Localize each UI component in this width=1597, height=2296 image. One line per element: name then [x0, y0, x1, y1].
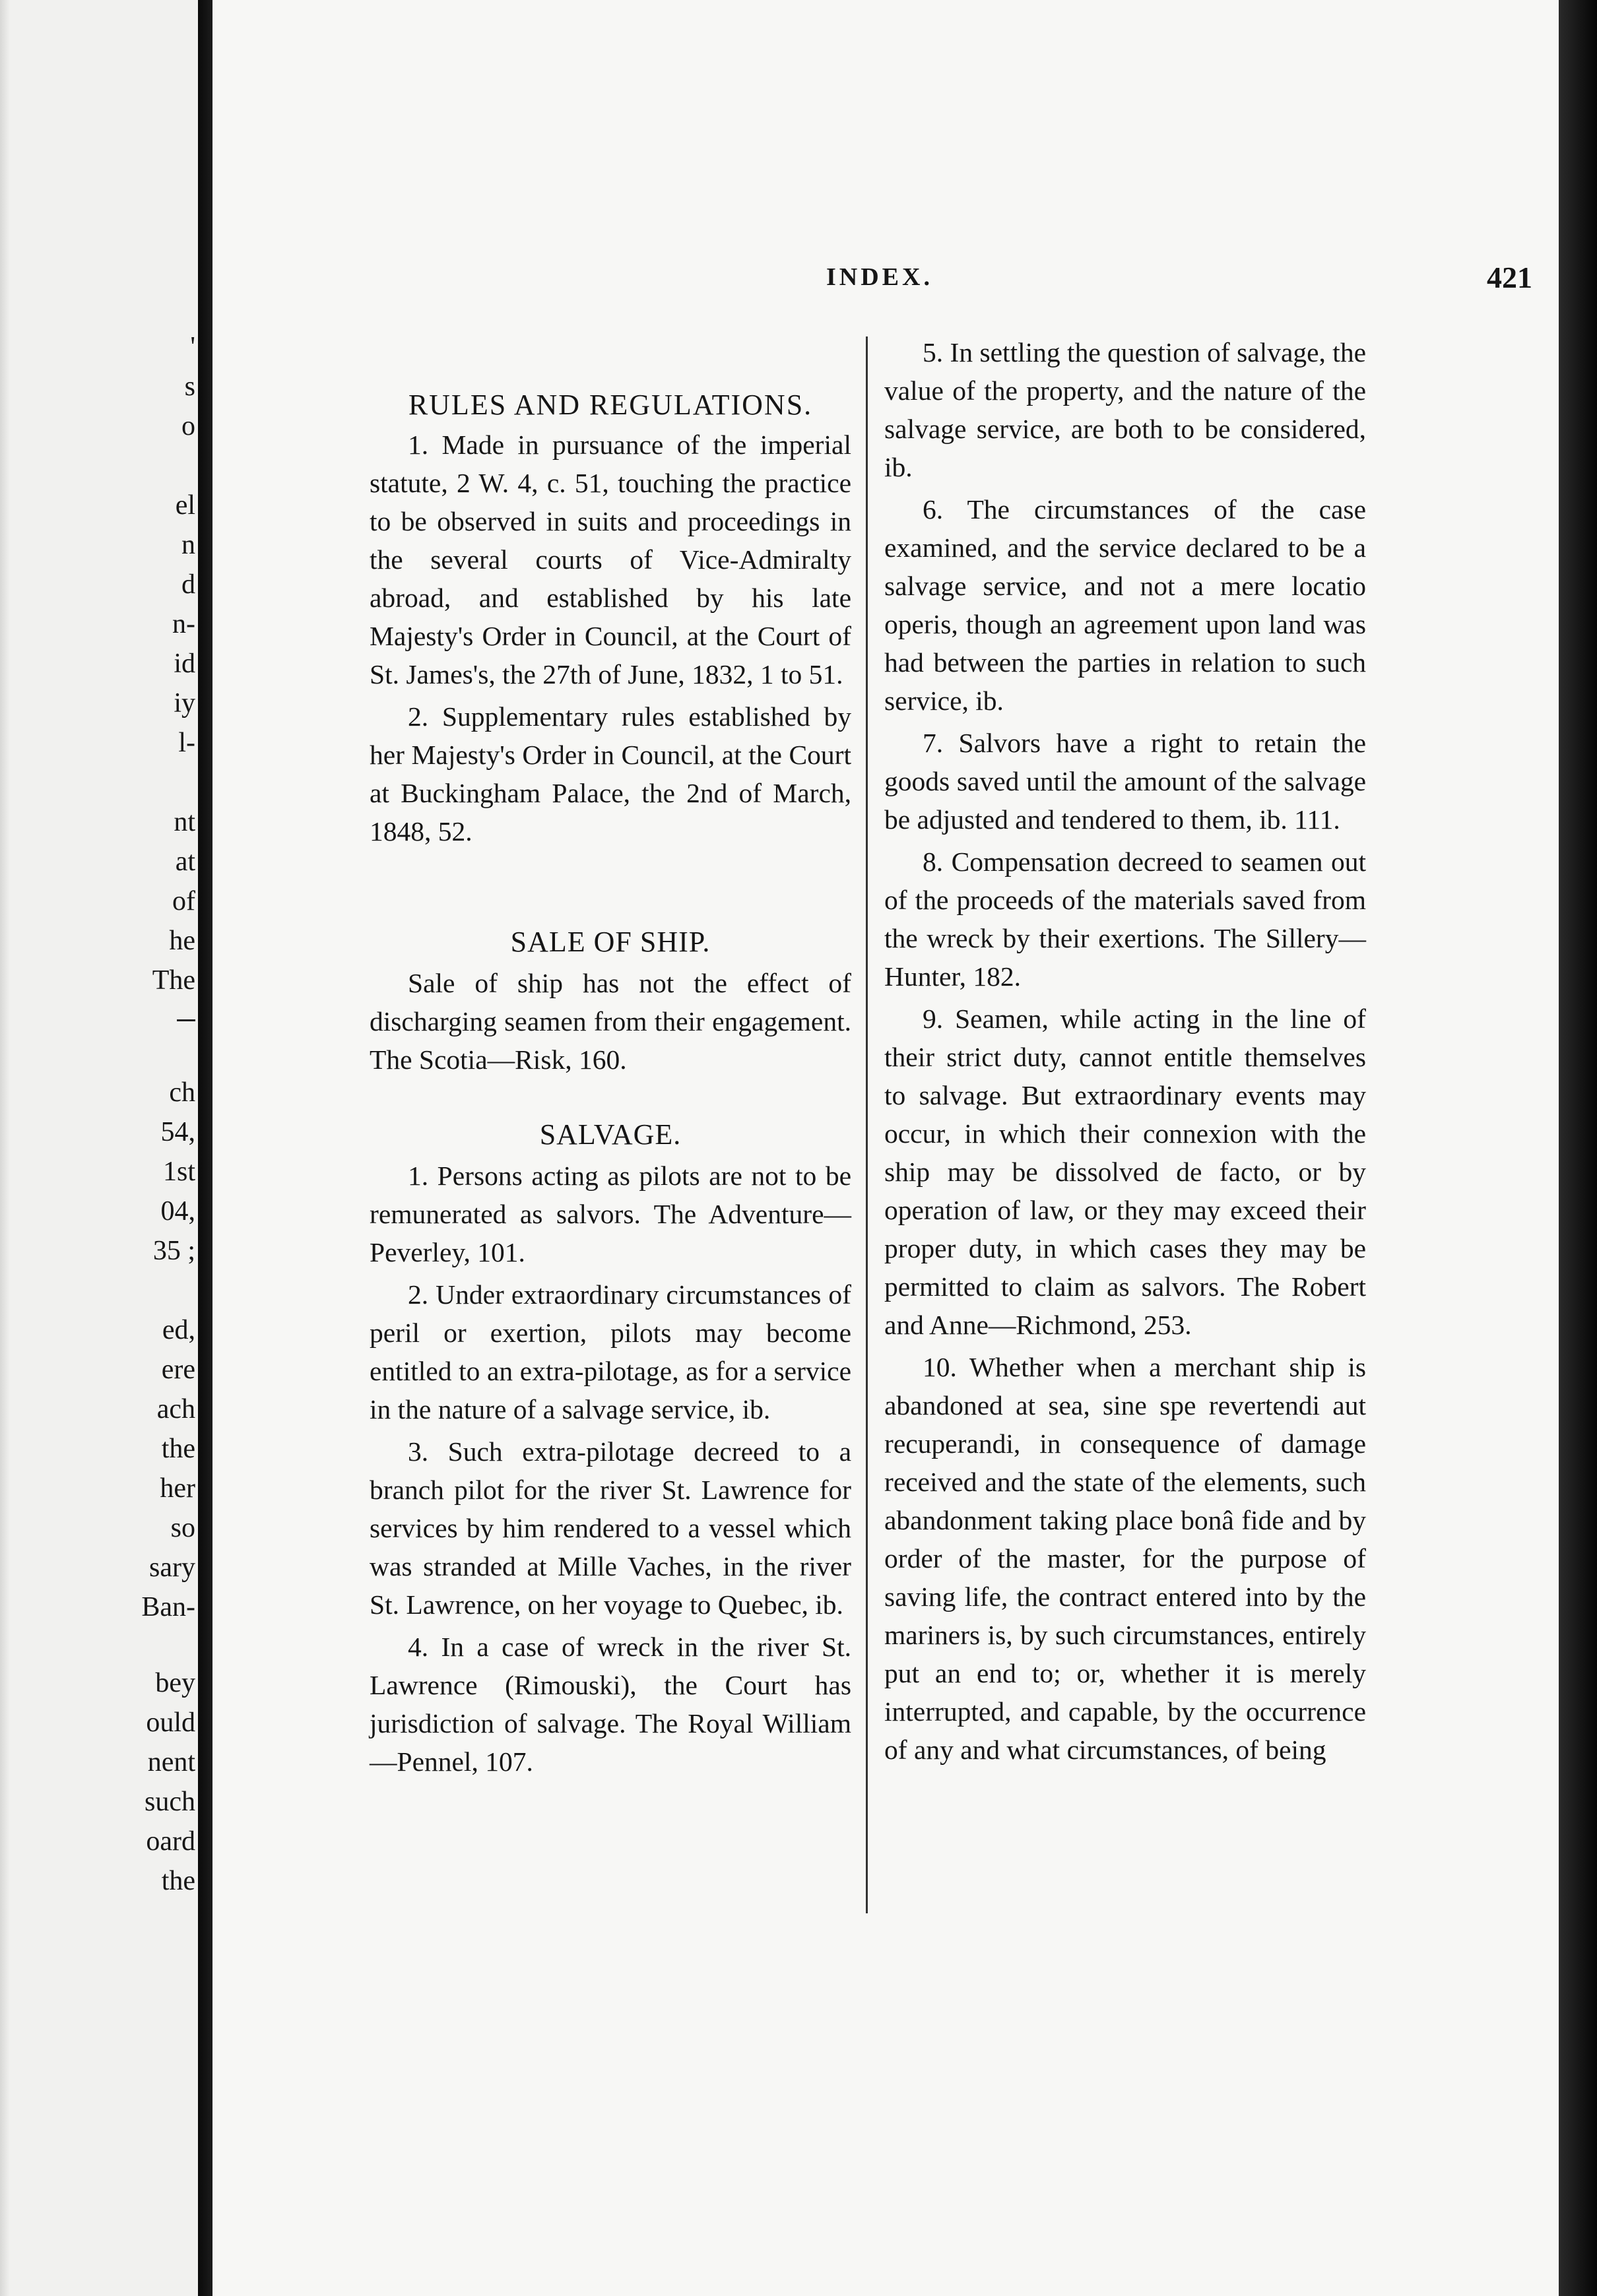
salvage-heading: SALVAGE. [539, 1118, 682, 1151]
rules-and-regulations-heading: RULES AND REGULATIONS. [408, 389, 813, 421]
left-page-fragment-text: d [181, 569, 195, 600]
page-number: 421 [1487, 261, 1532, 294]
salvage-entry-1: 1. Persons acting as pilots are not to be remunerated as salvors. The Adventure—Peverley, 101. [370, 1161, 851, 1267]
left-page-fragment-text: id [174, 649, 195, 679]
left-page-fragment-text: the [161, 1434, 195, 1464]
left-page-fragment-text: nent [147, 1747, 195, 1777]
left-page-rule [177, 1019, 195, 1021]
index-page [212, 0, 1559, 2296]
left-page-fragment-text: o [181, 411, 195, 441]
left-page-fragment [0, 0, 198, 2296]
page-edge [0, 0, 9, 2296]
salvage-entry-6: 6. The circumstances of the case examined, and the service declared to be a salvage service, and not a mere locatio operis, though an agreement upon land was had between the parties in relation to such service, ib. [884, 494, 1366, 716]
left-page-fragment-text: oard [146, 1826, 195, 1857]
salvage-entry-3: 3. Such extra-pilotage decreed to a branch pilot for the river St. Lawrence for services by him rendered to a vessel which was stranded at Mille Vaches, in the river St. Lawrence, on her voyage to Quebec, ib. [370, 1436, 851, 1620]
left-page-fragment-text: n- [172, 609, 195, 639]
left-page-fragment-text: iy [174, 688, 195, 718]
column-divider [866, 336, 868, 1913]
left-page-fragment-text: ed, [162, 1315, 195, 1345]
left-page-fragment-text: 35 ; [152, 1236, 195, 1266]
left-page-fragment-text: Ban- [141, 1592, 195, 1622]
salvage-entry-9: 9. Seamen, while acting in the line of their strict duty, cannot entitle themselves to salvage. But extraordinary events may occur, in which their connexion with the ship may be dissolved de facto, or by operation of law, or they may exceed their proper duty, in which cases they may be permitted to claim as salvors. The Robert and Anne—Richmond, 253. [884, 1004, 1366, 1340]
left-page-fragment-text: n [181, 530, 195, 560]
left-page-fragment-text: her [160, 1473, 195, 1504]
running-head-title: INDEX. [826, 263, 933, 291]
left-page-fragment-text: ach [156, 1394, 195, 1424]
left-page-fragment-text: of [172, 886, 195, 916]
rules-entry-2: 2. Supplementary rules established by her Majesty's Order in Council, at the Court at Buckingham Palace, the 2nd of March, 1848, 52. [370, 701, 851, 846]
running-head [212, 263, 1559, 302]
left-page-fragment-text: such [145, 1787, 195, 1817]
left-page-fragment-text: 04, [160, 1196, 195, 1227]
left-page-fragment-text: nt [174, 807, 195, 837]
left-column [370, 333, 851, 1785]
sale-of-ship-heading: SALE OF SHIP. [510, 926, 711, 958]
rules-entry-1: 1. Made in pursuance of the imperial statute, 2 W. 4, c. 51, touching the practice to be observed in suits and proceedings in the several courts of Vice-Admiralty abroad, and established by his late Majesty's Order in Council, at the Court of St. James's, the 27th of June, 1832, 1 to 51. [370, 430, 851, 689]
page-edge-shadow [1559, 0, 1597, 2296]
salvage-entry-5: 5. In settling the question of salvage, the value of the property, and the nature of the salvage service, are both to be considered, ib. [884, 337, 1366, 482]
salvage-entry-2: 2. Under extraordinary circumstances of peril or exertion, pilots may become entitled to an extra-pilotage, as for a service in the nature of a salvage service, ib. [370, 1279, 851, 1424]
left-page-fragment-text: sary [149, 1552, 195, 1583]
left-page-fragment-text: at [175, 846, 195, 877]
left-page-fragment-text: so [170, 1513, 195, 1543]
left-page-fragment-text: he [169, 926, 195, 956]
left-page-fragment-text: The [152, 965, 195, 996]
salvage-entry-4: 4. In a case of wreck in the river St. Lawrence (Rimouski), the Court has jurisdiction of salvage. The Royal William—Pennel, 107. [370, 1632, 851, 1777]
left-page-fragment-text: ch [169, 1077, 195, 1108]
salvage-entry-8: 8. Compensation decreed to seamen out of the proceeds of the materials saved from the wreck by their exertions. The Sillery—Hunter, 182. [884, 846, 1366, 992]
left-page-fragment-text: el [175, 490, 195, 521]
left-page-fragment-text: 1st [162, 1157, 195, 1187]
left-page-fragment-text: s [184, 371, 195, 402]
left-page-fragment-text: ' [190, 332, 195, 362]
salvage-entry-10: 10. Whether when a merchant ship is abandoned at sea, sine spe revertendi aut recuperandi, in consequence of damage received and the state of the elements, such abandonment taking place bonâ fide and by order of the master, for the purpose of saving life, the contract entered into by the mariners is, by such circumstances, entirely put an end to; or, whether it is merely interrupted, and capable, by the occurrence of any and what circumstances, of being [884, 1352, 1366, 1765]
left-page-fragment-text: ere [161, 1355, 195, 1385]
left-page-fragment-text: bey [155, 1668, 195, 1698]
left-page-fragment-text: the [161, 1866, 195, 1896]
salvage-entry-7: 7. Salvors have a right to retain the goods saved until the amount of the salvage be adjusted and tendered to them, ib. 111. [884, 728, 1366, 835]
right-column [884, 333, 1366, 1773]
left-page-fragment-text: ould [146, 1707, 195, 1738]
book-gutter [198, 0, 212, 2296]
left-page-fragment-text: l- [178, 728, 195, 758]
left-page-fragment-text: 54, [160, 1117, 195, 1147]
sale-of-ship-entry: Sale of ship has not the effect of discharging seamen from their engagement. The Scotia—Risk, 160. [370, 968, 851, 1075]
